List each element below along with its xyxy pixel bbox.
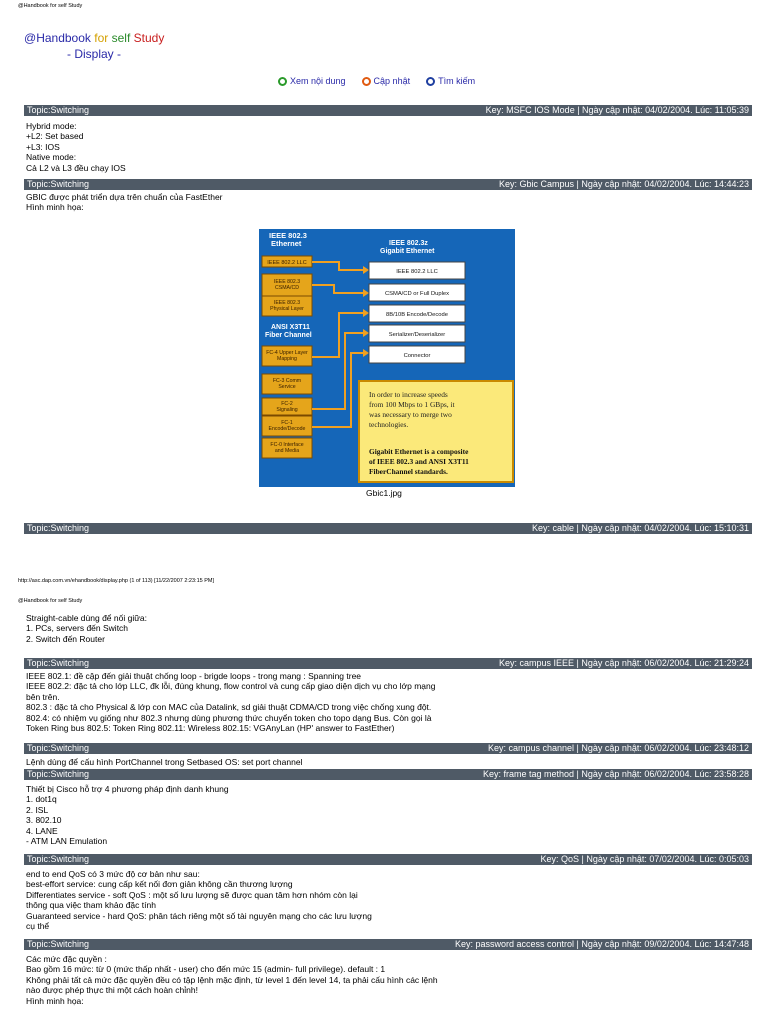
entry-meta: Key: MSFC IOS Mode | Ngày cập nhật: 04/02/2004. Lúc: 11:05:39 xyxy=(485,105,749,115)
entry-body: IEEE 802.1: đề cập đến giải thuật chống loop - brigde loops - trong mạng : Spanning tree IEEE 802.2: đặc tả cho lớp LLC, đk lỗi, đúng khung, flow control và cung cấp giao diện dịch vụ cho lớp mạng bên trên. 802.3 : đặc tả cho Physical & lớp con MAC của Datalink, sd giải thuật CDMA/CD trong việc chống xung đột. 802.4: có nhiệm vụ giống như 802.3 nhưng dùng phương thức chuyển token cho topo dạng Bus. Còn gọi là Token Ring bus 802.5: Token Ring 802.11: Wireless 802.15: VGAnyLan (HP' answer to FastEther) xyxy=(26,671,436,734)
entry-meta: Key: QoS | Ngày cập nhật: 07/02/2004. Lúc: 0:05:03 xyxy=(540,854,749,864)
entry-body: GBIC được phát triển dựa trên chuẩn của FastEther Hình minh họa: xyxy=(26,192,223,213)
entry-topic: Topic:Switching xyxy=(27,854,90,864)
right-connector-label: Connector xyxy=(403,353,431,359)
ethernet-title: IEEE 802.3 Ethernet xyxy=(269,231,307,248)
entry-header xyxy=(24,105,752,116)
note-text-2: Gigabit Ethernet is a composite of IEEE 802.3 and ANSI X3T11 FiberChannel standards. xyxy=(369,447,469,476)
brand-subtitle: - Display - xyxy=(67,47,122,61)
entry-meta: Key: campus IEEE | Ngày cập nhật: 06/02/2004. Lúc: 21:29:24 xyxy=(498,658,749,668)
entry-body: Thiết bị Cisco hỗ trợ 4 phương pháp định danh khung 1. dot1q 2. ISL 3. 802.10 4. LANE - ATM LAN Emulation xyxy=(26,784,229,847)
entry-topic: Topic:Switching xyxy=(27,523,90,533)
entry-body: Straight-cable dùng để nối giữa: 1. PCs, servers đến Switch 2. Switch đến Router xyxy=(26,613,147,644)
gbic-figure xyxy=(259,229,515,487)
nav-view-content-link[interactable] xyxy=(278,76,346,86)
top-navigation xyxy=(278,76,485,86)
ring-icon xyxy=(278,77,287,86)
entry-topic: Topic:Switching xyxy=(27,658,90,668)
fc0-label: FC-0 Interface and Media xyxy=(270,442,304,454)
right-8b10b-label: 8B/10B Encode/Decode xyxy=(386,312,448,318)
entry-body: Hybrid mode: +L2: Set based +L3: IOS Native mode: Cả L2 và L3 đều chạy IOS xyxy=(26,121,126,173)
fc4-label: FC-4 Upper Layer Mapping xyxy=(266,350,308,362)
site-brand xyxy=(24,30,164,62)
right-csma-label: CSMA/CD or Full Duplex xyxy=(384,291,450,297)
left-csma-label: IEEE 802.3 CSMA/CD xyxy=(273,279,301,291)
note-text-1: In order to increase speeds from 100 Mbps to 1 GBps, it was necessary to merge two technologies. xyxy=(369,390,455,429)
connector-arrows xyxy=(312,262,363,427)
left-llc-label: IEEE 802.2 LLC xyxy=(267,260,307,266)
brand-at: @ xyxy=(24,31,37,45)
right-llc-label: IEEE 802.2 LLC xyxy=(396,269,438,275)
ring-icon xyxy=(426,77,435,86)
fc2-label: FC-2 Signaling xyxy=(276,401,298,413)
fc3-label: FC-3 Comm Service xyxy=(272,378,302,390)
entry-meta: Key: campus channel | Ngày cập nhật: 06/02/2004. Lúc: 23:48:12 xyxy=(487,743,749,753)
right-serdes-label: Serializer/Deserializer xyxy=(388,332,446,338)
brand-word-handbook: Handbook xyxy=(36,31,91,45)
nav-label: Xem nội dung xyxy=(290,76,346,86)
entry-topic: Topic:Switching xyxy=(27,769,90,779)
gigabit-title: IEEE 802.3z Gigabit Ethernet xyxy=(380,240,435,255)
gbic-diagram xyxy=(259,229,515,487)
entry-meta: Key: Gbic Campus | Ngày cập nhật: 04/02/2004. Lúc: 14:44:23 xyxy=(499,179,749,189)
figure-caption: Gbic1.jpg xyxy=(366,488,402,498)
brand-word-study: Study xyxy=(133,31,165,45)
entry-header xyxy=(24,769,752,780)
entry-header xyxy=(24,658,752,669)
entry-body: Các mức đặc quyền : Bao gồm 16 mức: từ 0 (mức thấp nhất - user) cho đến mức 15 (admin- full privilege). default : 1 Không phải tất cả mức đặc quyền đều có tập lệnh mặc định, từ level 1 đến level 14, ta phải cấu hình các lệnh nào được phép thực thi một cách hoàn chỉnh! Hình minh họa: xyxy=(26,954,438,1006)
entry-meta: Key: cable | Ngày cập nhật: 04/02/2004. Lúc: 15:10:31 xyxy=(532,523,749,533)
brand-word-for: for xyxy=(94,31,109,45)
fiber-channel-title: ANSI X3T11 Fiber Channel xyxy=(265,324,312,339)
fc1-label: FC-1 Encode/Decode xyxy=(268,420,306,432)
page-header-2: @Handbook for self Study xyxy=(18,598,83,604)
nav-search-link[interactable] xyxy=(426,76,475,86)
entry-topic: Topic:Switching xyxy=(27,105,90,115)
entry-header xyxy=(24,523,752,534)
nav-label: Cập nhật xyxy=(373,76,411,86)
entry-body: Lệnh dùng để cấu hình PortChannel trong Setbased OS: set port channel xyxy=(26,757,303,767)
entry-body: end to end QoS có 3 mức độ cơ bản như sau: best-effort service: cung cấp kết nối đơn giản không cần thương lượng Differentiates service - soft QoS : một số lưu lượng sẽ được quan tâm hơn nhóm còn lại thông qua việc tham khảo đặc tính Guaranteed service - hard QoS: phân tách riêng một số tài nguyên mạng cho các lưu lượng cụ thể xyxy=(26,869,372,932)
nav-label: Tìm kiếm xyxy=(438,76,476,86)
footer-url: http://asc.dap.com.vn/ehandbook/display.php (1 of 113) [11/22/2007 2:23:15 PM] xyxy=(18,578,214,584)
entry-topic: Topic:Switching xyxy=(27,179,90,189)
left-phy-label: IEEE 802.3 Physical Layer xyxy=(270,300,304,312)
page-header: @Handbook for self Study xyxy=(18,3,83,9)
arrow-heads xyxy=(363,266,369,357)
entry-meta: Key: password access control | Ngày cập nhật: 09/02/2004. Lúc: 14:47:48 xyxy=(454,939,749,949)
entry-header xyxy=(24,939,752,950)
entry-header xyxy=(24,854,752,865)
entry-topic: Topic:Switching xyxy=(27,939,90,949)
entry-header xyxy=(24,179,752,190)
entry-meta: Key: frame tag method | Ngày cập nhật: 06/02/2004. Lúc: 23:58:28 xyxy=(482,769,749,779)
brand-word-self: self xyxy=(111,31,131,45)
ring-icon xyxy=(362,77,371,86)
entry-header xyxy=(24,743,752,754)
entry-topic: Topic:Switching xyxy=(27,743,90,753)
nav-update-link[interactable] xyxy=(362,76,411,86)
